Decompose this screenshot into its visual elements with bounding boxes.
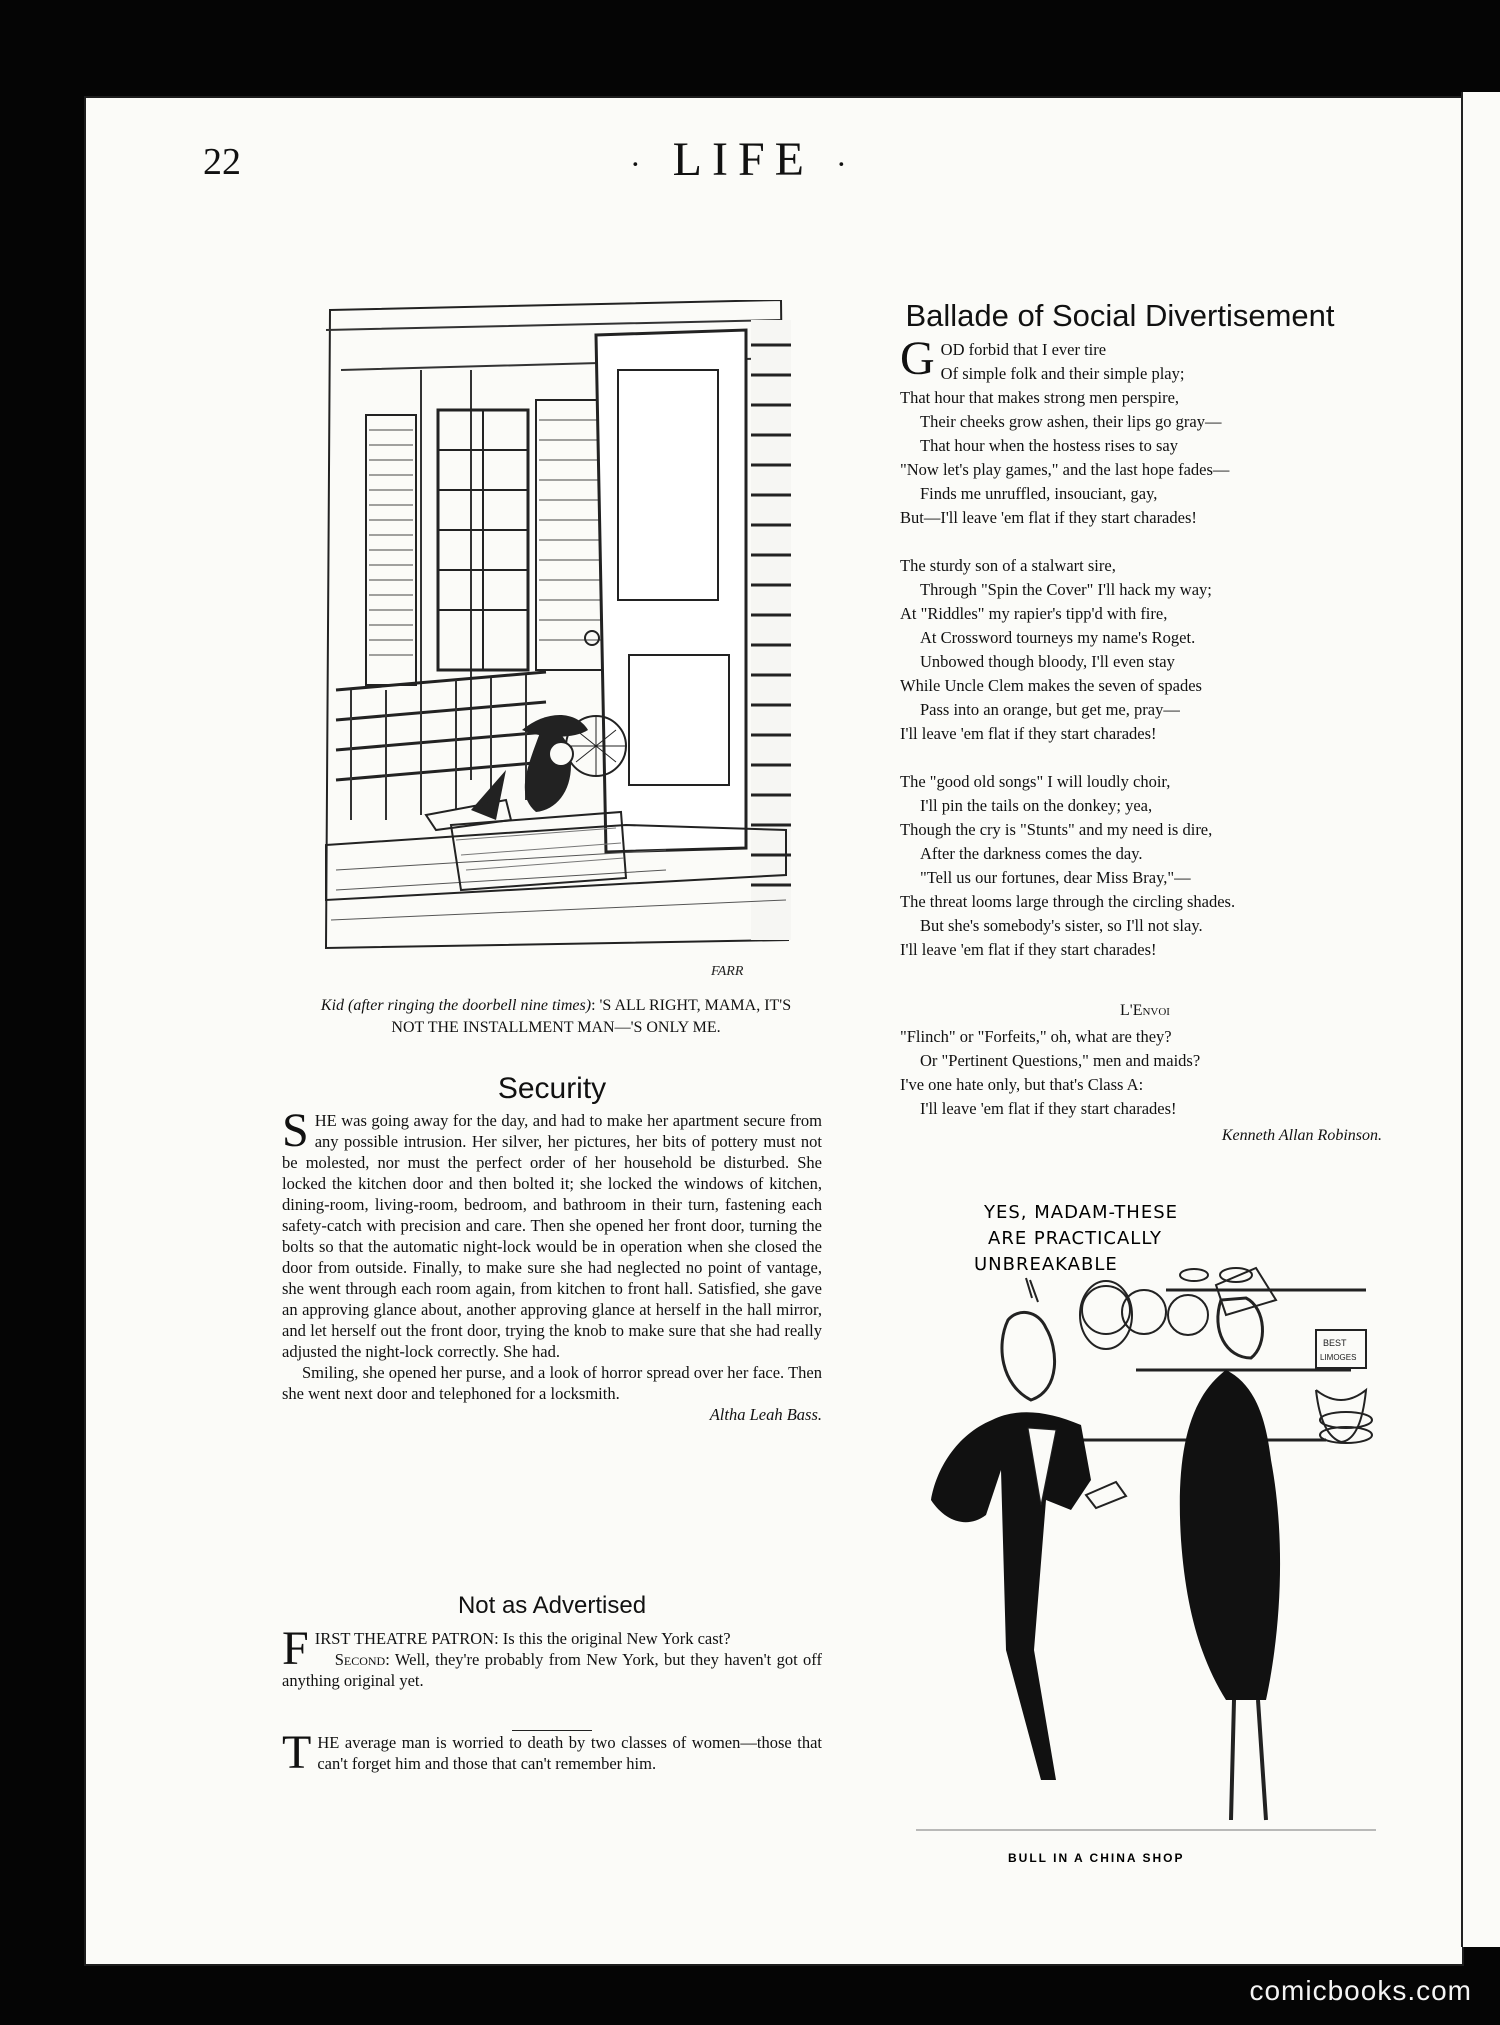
poem-line: [900, 602, 1390, 626]
china-shop-cartoon: [896, 1180, 1396, 1870]
poem-line-text: I'll leave 'em flat if they start charades!: [900, 940, 1157, 959]
poem-line-text: I'll leave 'em flat if they start charades!: [900, 724, 1157, 743]
security-paragraph-2: [282, 1362, 822, 1404]
not-as-advertised-line-2-text: Well, they're probably from New York, but they haven't got off anything original yet.: [282, 1650, 822, 1690]
poem-line-text: Pass into an orange, but get me, pray—: [920, 700, 1180, 719]
masthead: [630, 132, 857, 187]
cartoon-signature: FARR: [711, 964, 744, 979]
envoi-line-text: "Flinch" or "Forfeits," oh, what are they?: [900, 1027, 1172, 1046]
speech-line-2: ARE PRACTICALLY: [988, 1228, 1162, 1249]
envoi-line: [900, 1025, 1390, 1049]
poem-line-text: Their cheeks grow ashen, their lips go gray—: [920, 412, 1222, 431]
doorway-cartoon: [306, 300, 806, 1000]
speech-line-3: UNBREAKABLE: [974, 1254, 1118, 1275]
not-as-advertised-body: [282, 1622, 822, 1691]
envoi-line-text: I've one hate only, but that's Class A:: [900, 1075, 1144, 1094]
masthead-dot-right: ·: [835, 145, 857, 182]
security-paragraph-1: [282, 1104, 822, 1362]
average-man-body: [282, 1726, 822, 1779]
poem-line: [900, 386, 1390, 410]
poem-line: [900, 794, 1390, 818]
poem-line-text: But she's somebody's sister, so I'll not slay.: [920, 916, 1203, 935]
poem-line-text: "Tell us our fortunes, dear Miss Bray,"—: [920, 868, 1191, 887]
poem-line: [900, 674, 1390, 698]
envoi-line-text: I'll leave 'em flat if they start charades!: [920, 1099, 1177, 1118]
bottom-cartoon-caption: BULL IN A CHINA SHOP: [1008, 1851, 1185, 1865]
speech-line-1: YES, MADAM-THESE: [984, 1202, 1179, 1223]
site-watermark: comicbooks.com: [1249, 1975, 1472, 2006]
not-as-advertised-line-1-text: IRST THEATRE PATRON: Is this the original New York cast?: [314, 1629, 731, 1648]
poem-line-text: The threat looms large through the circling shades.: [900, 892, 1236, 911]
poem-line: [900, 866, 1390, 890]
ballade-poem: [900, 332, 1390, 986]
poem-line-text: Of simple folk and their simple play;: [940, 364, 1185, 383]
masthead-dot-left: ·: [630, 145, 651, 182]
average-man-dropcap: T: [282, 1726, 312, 1779]
poem-line: [900, 938, 1390, 962]
poem-line-text: While Uncle Clem makes the seven of spades: [900, 676, 1202, 695]
top-cartoon-caption-italic: Kid (after ringing the doorbell nine times): [320, 997, 592, 1014]
poem-line-text: That hour when the hostess rises to say: [920, 436, 1178, 455]
poem-line: [900, 890, 1390, 914]
masthead-title: LIFE: [672, 133, 814, 186]
poem-line: [900, 650, 1390, 674]
security-author: Altha Leah Bass.: [709, 1405, 822, 1424]
sign-line-2: LIMOGES: [1320, 1353, 1357, 1362]
poem-line-text: After the darkness comes the day.: [920, 844, 1143, 863]
poem-line: [900, 818, 1390, 842]
poem-line-text: Finds me unruffled, insouciant, gay,: [920, 484, 1158, 503]
ballade-title: Ballade of Social Divertisement: [905, 298, 1335, 333]
poem-line: [900, 626, 1390, 650]
poem-line-text: Though the cry is "Stunts" and my need is dire,: [900, 820, 1213, 839]
poem-line-text: OD forbid that I ever tire: [940, 340, 1107, 359]
poem-line-text: The sturdy son of a stalwart sire,: [900, 556, 1116, 575]
poem-line: [900, 554, 1390, 578]
poem-line-text: Through "Spin the Cover" I'll hack my way;: [920, 580, 1212, 599]
poem-line: [900, 458, 1390, 482]
poem-line-text: Unbowed though bloody, I'll even stay: [920, 652, 1175, 671]
not-as-advertised-dropcap: F: [282, 1622, 309, 1675]
poem-line: [900, 578, 1390, 602]
not-as-advertised-line-2: [282, 1649, 822, 1691]
envoi-line-text: Or "Pertinent Questions," men and maids?: [920, 1051, 1201, 1070]
poem-line: [900, 722, 1390, 746]
top-cartoon-caption: [306, 995, 806, 1039]
security-title: Security: [497, 1072, 607, 1105]
poem-line: [900, 362, 1390, 386]
top-cartoon-caption-text: : 'S ALL RIGHT, MAMA, IT'S NOT THE INSTALLMENT MAN—'S ONLY ME.: [391, 997, 792, 1036]
envoi-line: [900, 1073, 1390, 1097]
section-rule: [512, 1730, 592, 1731]
security-paragraph-1-text: HE was going away for the day, and had to make her apartment secure from any possible intrusion. Her silver, her pictures, her bits of pottery must not be molested, nor must the perfect order of her household be disturbed. She locked the kitchen door and then bolted it; she locked the windows of kitchen, dining-room, living-room, bedroom, and bathroom in their turn, fastening each safety-catch with precision and care. Then she opened her front door, turning the bolts so that the automatic night-lock would be in operation when she closed the door from outside. Finally, to make sure she had neglected no point of vantage, she went through each room again, from kitchen to front hall. Satisfied, she gave an approving glance about, another approving glance at herself in the hall mirror, and let herself out the front door, trying the knob to make sure that she had really adjusted the night-lock correctly. She had.: [282, 1111, 822, 1361]
poem-line-text: "Now let's play games," and the last hope fades—: [900, 460, 1230, 479]
poem-line: [900, 914, 1390, 938]
poem-line: [900, 410, 1390, 434]
adjacent-page-edge: [1461, 92, 1500, 1947]
page-number: 22: [203, 141, 241, 183]
poem-line-text: I'll pin the tails on the donkey; yea,: [920, 796, 1153, 815]
poem-line: [900, 506, 1390, 530]
security-body: [282, 1104, 822, 1425]
poem-line: [900, 434, 1390, 458]
ballade-stanza: [900, 332, 1390, 530]
poem-line: [900, 482, 1390, 506]
poem-line: [900, 770, 1390, 794]
ballade-author: Kenneth Allan Robinson.: [1221, 1127, 1382, 1144]
speaker-second: Second:: [334, 1650, 390, 1669]
envoi-title: L'Envoi: [1120, 1002, 1170, 1019]
sign-line-1: BEST: [1323, 1338, 1347, 1348]
envoi-poem: [900, 1025, 1390, 1121]
poem-line-text: That hour that makes strong men perspire,: [900, 388, 1180, 407]
security-paragraph-2-text: Smiling, she opened her purse, and a look of horror spread over her face. Then she went next door and telephoned for a locksmith.: [282, 1363, 822, 1403]
poem-line: [900, 842, 1390, 866]
poem-line-text: But—I'll leave 'em flat if they start charades!: [900, 508, 1197, 527]
ballade-stanza: [900, 554, 1390, 746]
poem-line-text: At "Riddles" my rapier's tipp'd with fire,: [900, 604, 1168, 623]
poem-line: [900, 698, 1390, 722]
not-as-advertised-title: Not as Advertised: [457, 1592, 647, 1619]
average-man-text: HE average man is worried to death by two classes of women—those that can't forget him and those that can't remember him.: [317, 1733, 822, 1773]
envoi-line: [900, 1049, 1390, 1073]
security-dropcap: S: [282, 1104, 309, 1157]
poem-line-text: The "good old songs" I will loudly choir,: [900, 772, 1171, 791]
poem-line-text: At Crossword tourneys my name's Roget.: [920, 628, 1196, 647]
ballade-dropcap: G: [900, 332, 935, 385]
ballade-stanza: [900, 770, 1390, 962]
envoi-line: [900, 1097, 1390, 1121]
